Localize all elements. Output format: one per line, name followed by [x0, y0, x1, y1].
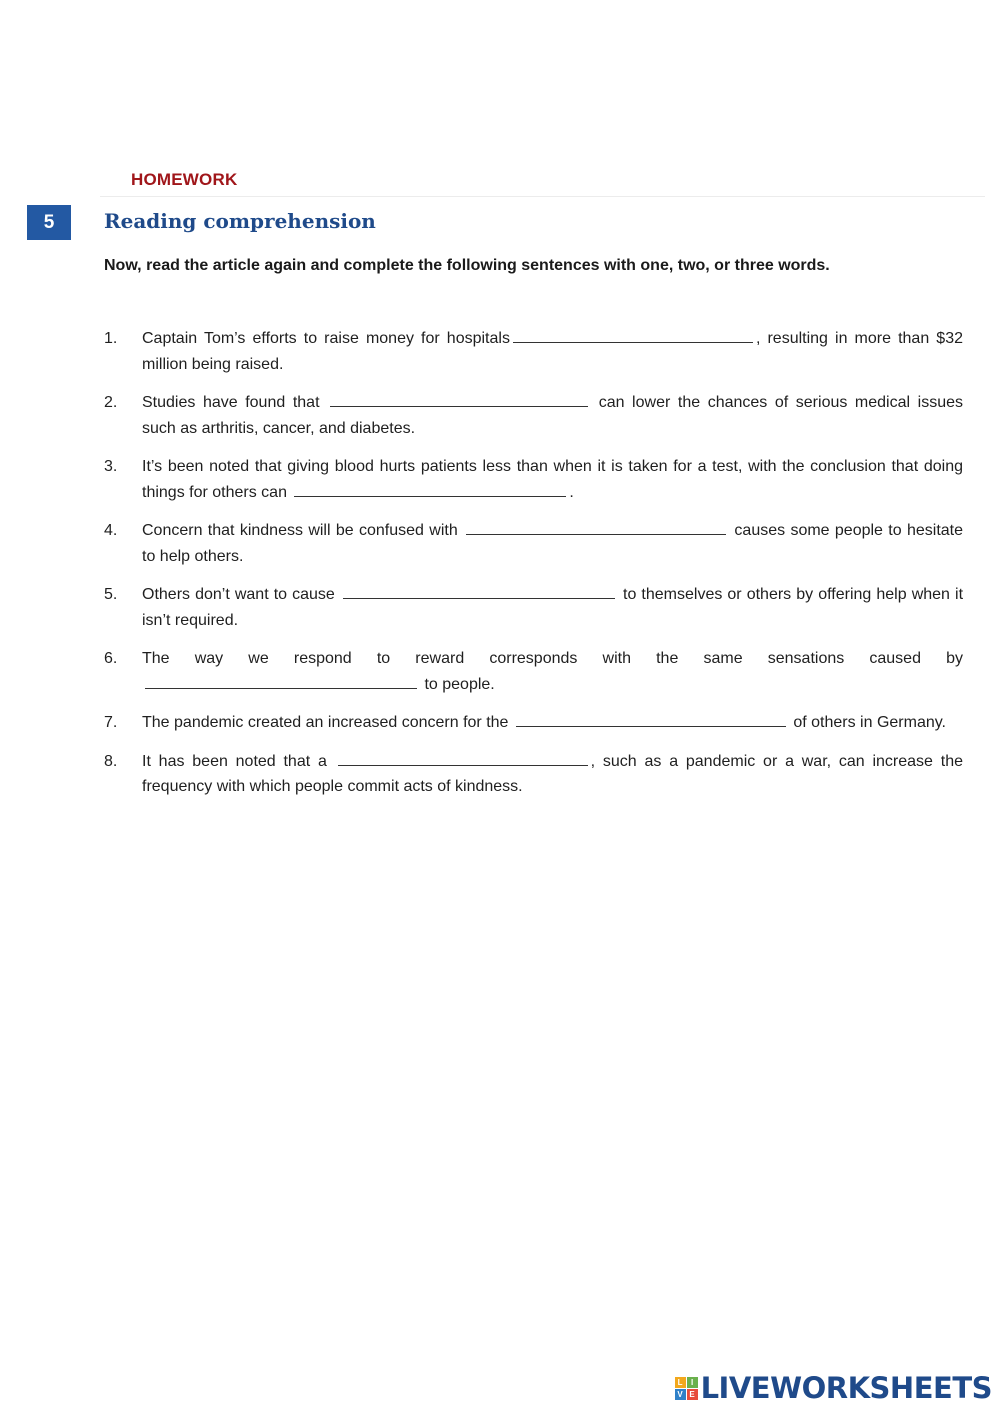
answer-blank-5[interactable] — [343, 584, 615, 599]
question-item-6 — [104, 646, 963, 697]
answer-blank-6[interactable] — [145, 674, 417, 689]
homework-label: HOMEWORK — [131, 170, 238, 189]
question-text-after: to themselves or others by offering help when it isn’t required. — [142, 586, 964, 629]
liveworksheets-icon — [675, 1377, 698, 1400]
answer-blank-7[interactable] — [516, 712, 786, 727]
divider — [100, 196, 985, 197]
question-item-8 — [104, 749, 963, 800]
question-text-before: Captain Tom’s efforts to raise money for hospitals — [142, 330, 510, 347]
answer-blank-2[interactable] — [330, 392, 588, 407]
logo-letter: V — [675, 1389, 686, 1400]
question-text-before: The pandemic created an increased concern for the — [142, 714, 509, 731]
answer-blank-4[interactable] — [466, 520, 726, 535]
question-text-after: can lower the chances of serious medical issues such as arthritis, cancer, and diabetes. — [142, 394, 963, 437]
question-text-before: Concern that kindness will be confused with — [142, 522, 458, 539]
question-text-after: , resulting in more than $32 million being raised. — [142, 330, 963, 373]
question-item-4 — [104, 518, 963, 569]
question-text-after: of others in Germany. — [793, 714, 946, 731]
answer-blank-8[interactable] — [338, 751, 588, 766]
answer-blank-1[interactable] — [513, 328, 753, 343]
question-text-after: causes some people to hesitate to help others. — [142, 522, 964, 565]
question-text-before: It has been noted that a — [142, 752, 327, 770]
question-item-7 — [104, 710, 963, 736]
question-text-before: It’s been noted that giving blood hurts patients less than when it is taken for a test, with the conclusion that doing things for others can — [142, 458, 963, 501]
question-item-3 — [104, 454, 963, 505]
logo-letter: L — [675, 1377, 686, 1388]
question-item-2 — [104, 390, 963, 441]
question-text-after: to people. — [424, 675, 495, 693]
logo-letter: E — [687, 1389, 698, 1400]
question-text-before: Others don’t want to cause — [142, 586, 335, 603]
question-number: 1. — [104, 330, 118, 347]
answer-blank-3[interactable] — [294, 482, 566, 497]
question-item-5 — [104, 582, 963, 633]
question-text-before: The way we respond to reward corresponds with the same sensations caused by — [142, 650, 963, 667]
question-number: 6. — [104, 650, 118, 667]
logo-letter: I — [687, 1377, 698, 1388]
instructions: Now, read the article again and complete the following sentences with one, two, or three words. — [104, 257, 830, 274]
question-number: 3. — [104, 458, 118, 475]
section-title: Reading comprehension — [104, 209, 376, 233]
section-number-badge: 5 — [27, 205, 71, 240]
question-item-1 — [104, 326, 963, 377]
question-number: 4. — [104, 522, 118, 539]
brand-name: LIVEWORKSHEETS — [700, 1371, 992, 1405]
question-text-after: . — [569, 483, 574, 501]
question-number: 5. — [104, 586, 118, 603]
question-number: 8. — [104, 752, 118, 770]
question-text-after: , such as a pandemic or a war, can increase the frequency with which people commit acts of kindness. — [142, 752, 963, 795]
question-number: 2. — [104, 394, 118, 411]
question-text-before: Studies have found that — [142, 394, 320, 411]
question-number: 7. — [104, 714, 118, 731]
liveworksheets-logo — [675, 1371, 992, 1405]
question-list — [104, 326, 963, 800]
